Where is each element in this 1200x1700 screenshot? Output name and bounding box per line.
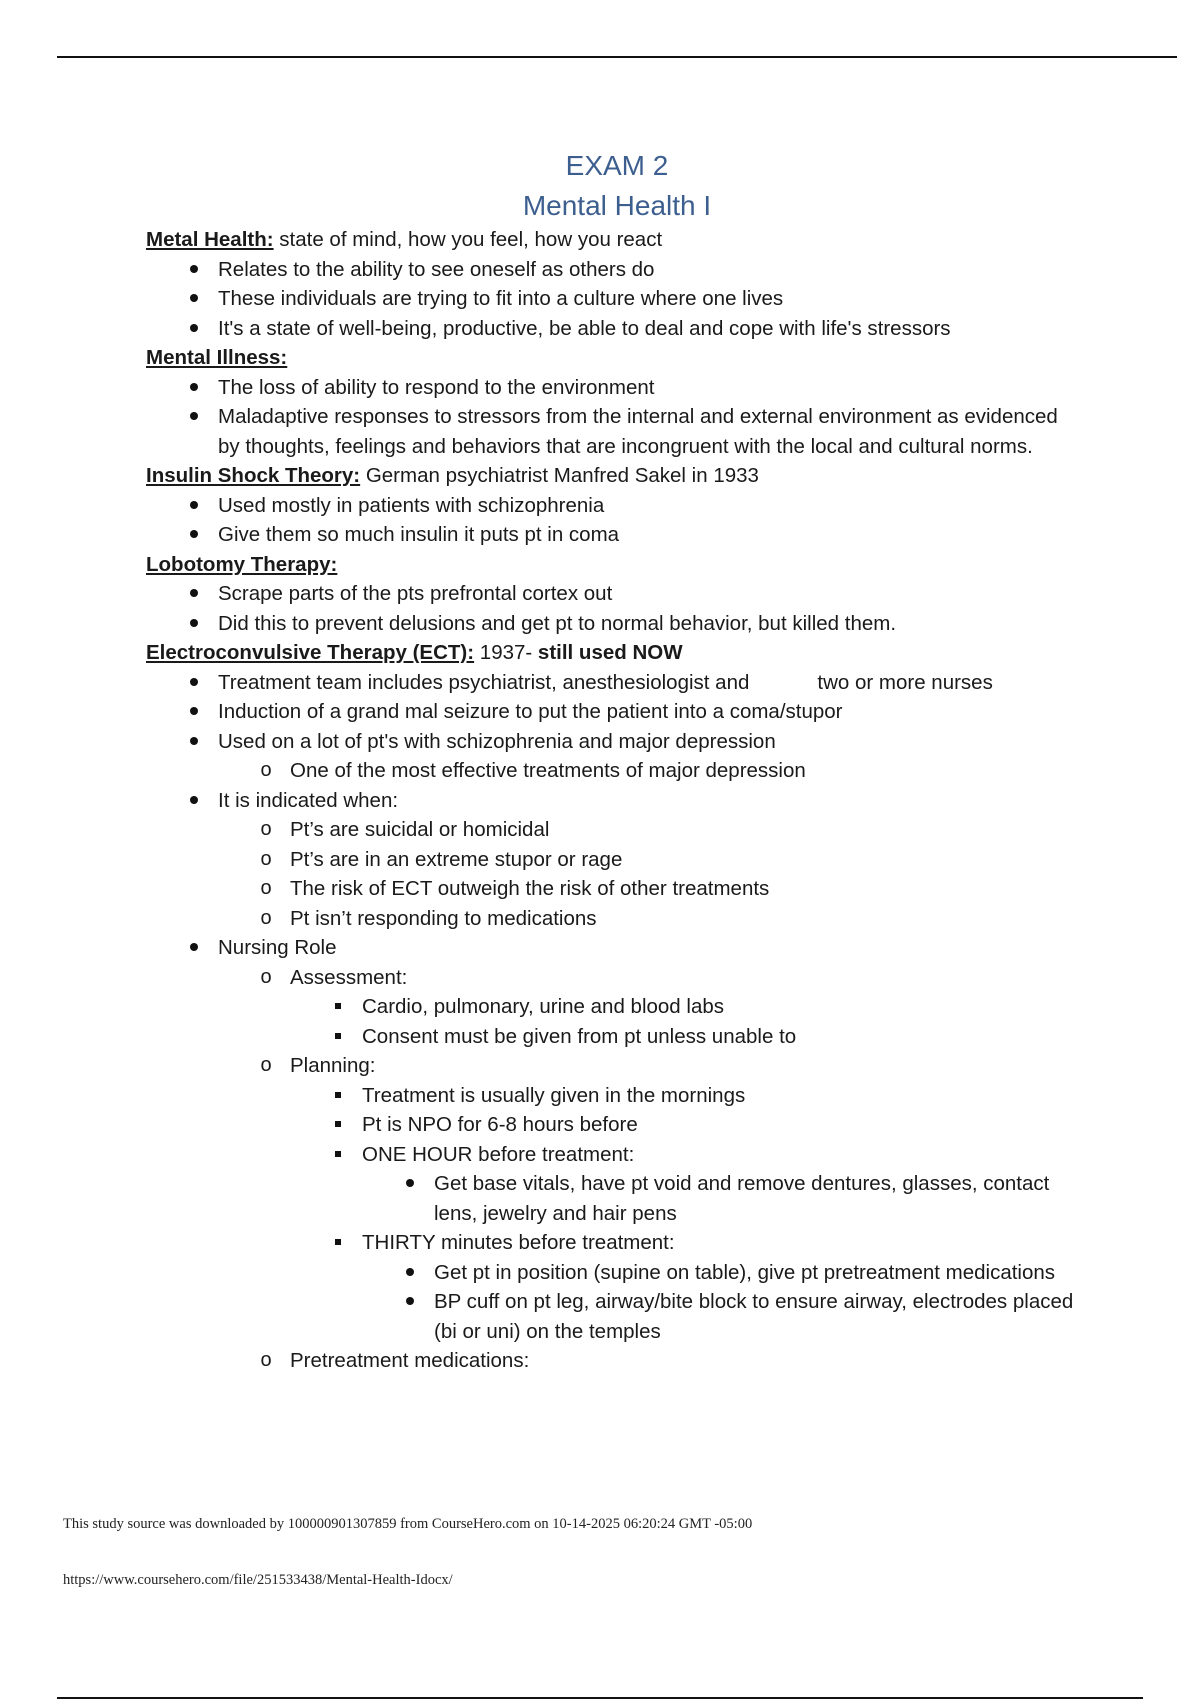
bottom-rule (57, 1697, 1143, 1699)
circle-bullet-icon: o (260, 906, 272, 929)
sub-sub-sub-list (362, 1169, 1076, 1228)
circle-bullet-icon: o (260, 759, 272, 781)
list-item: o The risk of ECT outweigh the risk of other treatments (290, 874, 1076, 904)
sub-list (218, 815, 1076, 933)
section-heading: Mental Illness: (146, 346, 288, 369)
list-item: The loss of ability to respond to the environment (218, 375, 655, 399)
list-item: Give them so much insulin it puts pt in coma (218, 523, 620, 546)
list-item: It is indicated when: o Pt’s are suicidal or homicidal o Pt’s are in an extreme stupor or rage o The risk of ECT outweigh the risk of other treatments o Pt isn’t responding to medications (218, 786, 1076, 934)
section-heading: Lobotomy Therapy: (146, 552, 338, 576)
section-lobotomy (146, 550, 1076, 580)
section-text: state of mind, how you feel, how you react (273, 228, 663, 251)
list-item: o One of the most effective treatments of major depression (290, 756, 1076, 786)
list-item: Pt is NPO for 6-8 hours before (362, 1113, 638, 1136)
section-text: German psychiatrist Manfred Sakel in 1933 (360, 464, 759, 487)
insulin-list (146, 491, 1076, 550)
section-text: 1937- (474, 641, 538, 664)
download-notice: This study source was downloaded by 100000901307859 from CourseHero.com on 10-14-2025 06:20:24 GMT -05:00 (63, 1516, 753, 1532)
document-subtitle: Mental Health I (522, 190, 712, 221)
section-mental-health (146, 225, 1076, 255)
list-item: THIRTY minutes before treatment: Get pt in position (supine on table), give pt pretreatment medications BP cuff on pt leg, airway/bite block to ensure airway, electrodes placed (bi or uni) on the temples (362, 1228, 1076, 1346)
sub-sub-list (290, 992, 1076, 1051)
mental-illness-list (146, 373, 1076, 462)
list-item: Get pt in position (supine on table), give pt pretreatment medications (434, 1260, 1056, 1284)
section-text-bold: still used NOW (537, 641, 683, 664)
list-item: Cardio, pulmonary, urine and blood labs (362, 995, 725, 1018)
circle-bullet-icon: o (260, 1349, 272, 1371)
list-item: Get base vitals, have pt void and remove dentures, glasses, contact lens, jewelry and hair pens (434, 1172, 1050, 1225)
document-body (146, 225, 1076, 1376)
list-item: o Pt’s are in an extreme stupor or rage (290, 845, 1076, 875)
list-item: Treatment is usually given in the mornings (362, 1083, 746, 1107)
section-insulin-shock (146, 461, 1076, 491)
circle-bullet-icon: o (260, 847, 272, 870)
list-item: BP cuff on pt leg, airway/bite block to ensure airway, electrodes placed (bi or uni) on the temples (434, 1290, 1074, 1343)
circle-bullet-icon: o (260, 965, 272, 988)
list-item: Nursing Role o Assessment: Cardio, pulmonary, urine and blood labs Consent must be given from pt unless unable to o Planning: Treatment is usually given in the mornings Pt is NPO for 6-8 hours before ONE HOUR before treatment: Get base vitals, have pt void and remove dentures, glasses, contact lens, jewelry and hair pens THIRTY minutes before treatment: Get pt in position (supine on table), give pt pretreatment medications BP cuff on pt leg, airway/bite block to ensure airway, electrodes placed (bi or uni) on the temples o Pretreatment medications: (218, 933, 1076, 1376)
circle-bullet-icon: o (260, 818, 272, 840)
circle-bullet-icon: o (260, 1054, 272, 1076)
mental-health-list (146, 255, 1076, 344)
list-item: o Pretreatment medications: (290, 1346, 1076, 1376)
list-item: Used mostly in patients with schizophrenia (218, 493, 605, 517)
list-item: Did this to prevent delusions and get pt to normal behavior, but killed them. (218, 611, 897, 635)
list-item: These individuals are trying to fit into a culture where one lives (218, 287, 784, 310)
sub-sub-list (290, 1081, 1076, 1347)
sub-sub-sub-list (362, 1258, 1076, 1347)
list-item: o Assessment: Cardio, pulmonary, urine and blood labs Consent must be given from pt unless unable to (290, 963, 1076, 1052)
section-heading: Insulin Shock Theory: (146, 464, 361, 487)
list-item: ONE HOUR before treatment: Get base vitals, have pt void and remove dentures, glasses, contact lens, jewelry and hair pens (362, 1140, 1076, 1229)
list-item: Consent must be given from pt unless unable to (362, 1024, 797, 1048)
list-item: o Planning: Treatment is usually given in the mornings Pt is NPO for 6-8 hours before ONE HOUR before treatment: Get base vitals, have pt void and remove dentures, glasses, contact lens, jewelry and hair pens THIRTY minutes before treatment: Get pt in position (supine on table), give pt pretreatment medications BP cuff on pt leg, airway/bite block to ensure airway, electrodes placed (bi or uni) on the temples (290, 1051, 1076, 1346)
document-title: EXAM 2 (565, 150, 669, 181)
list-item: Scrape parts of the pts prefrontal cortex out (218, 582, 613, 605)
document-title-block (0, 146, 1200, 226)
circle-bullet-icon: o (260, 877, 272, 899)
lobotomy-list (146, 579, 1076, 638)
ect-list (146, 668, 1076, 1376)
list-item: o Pt isn’t responding to medications (290, 904, 1076, 934)
sub-list (218, 756, 1076, 786)
sub-list (218, 963, 1076, 1376)
list-item: Used on a lot of pt's with schizophrenia and major depression o One of the most effective treatments of major depression (218, 727, 1076, 786)
list-item: o Pt’s are suicidal or homicidal (290, 815, 1076, 845)
top-rule (57, 56, 1177, 58)
list-item: Treatment team includes psychiatrist, anesthesiologist and two or more nurses (218, 670, 993, 694)
list-item: Induction of a grand mal seizure to put the patient into a coma/stupor (218, 700, 843, 723)
list-item: Maladaptive responses to stressors from the internal and external environment as evidenced by thoughts, feelings and behaviors that are incongruent with the local and cultural norms. (218, 405, 1058, 458)
section-heading: Electroconvulsive Therapy (ECT): (146, 641, 475, 664)
list-item: It's a state of well-being, productive, be able to deal and cope with life's stressors (218, 316, 951, 340)
source-url[interactable]: https://www.coursehero.com/file/251533438/Mental-Health-Idocx/ (63, 1572, 453, 1588)
section-mental-illness (146, 343, 1076, 373)
section-heading: Metal Health: (146, 228, 274, 251)
list-item: Relates to the ability to see oneself as others do (218, 257, 655, 281)
section-ect (146, 638, 1076, 668)
